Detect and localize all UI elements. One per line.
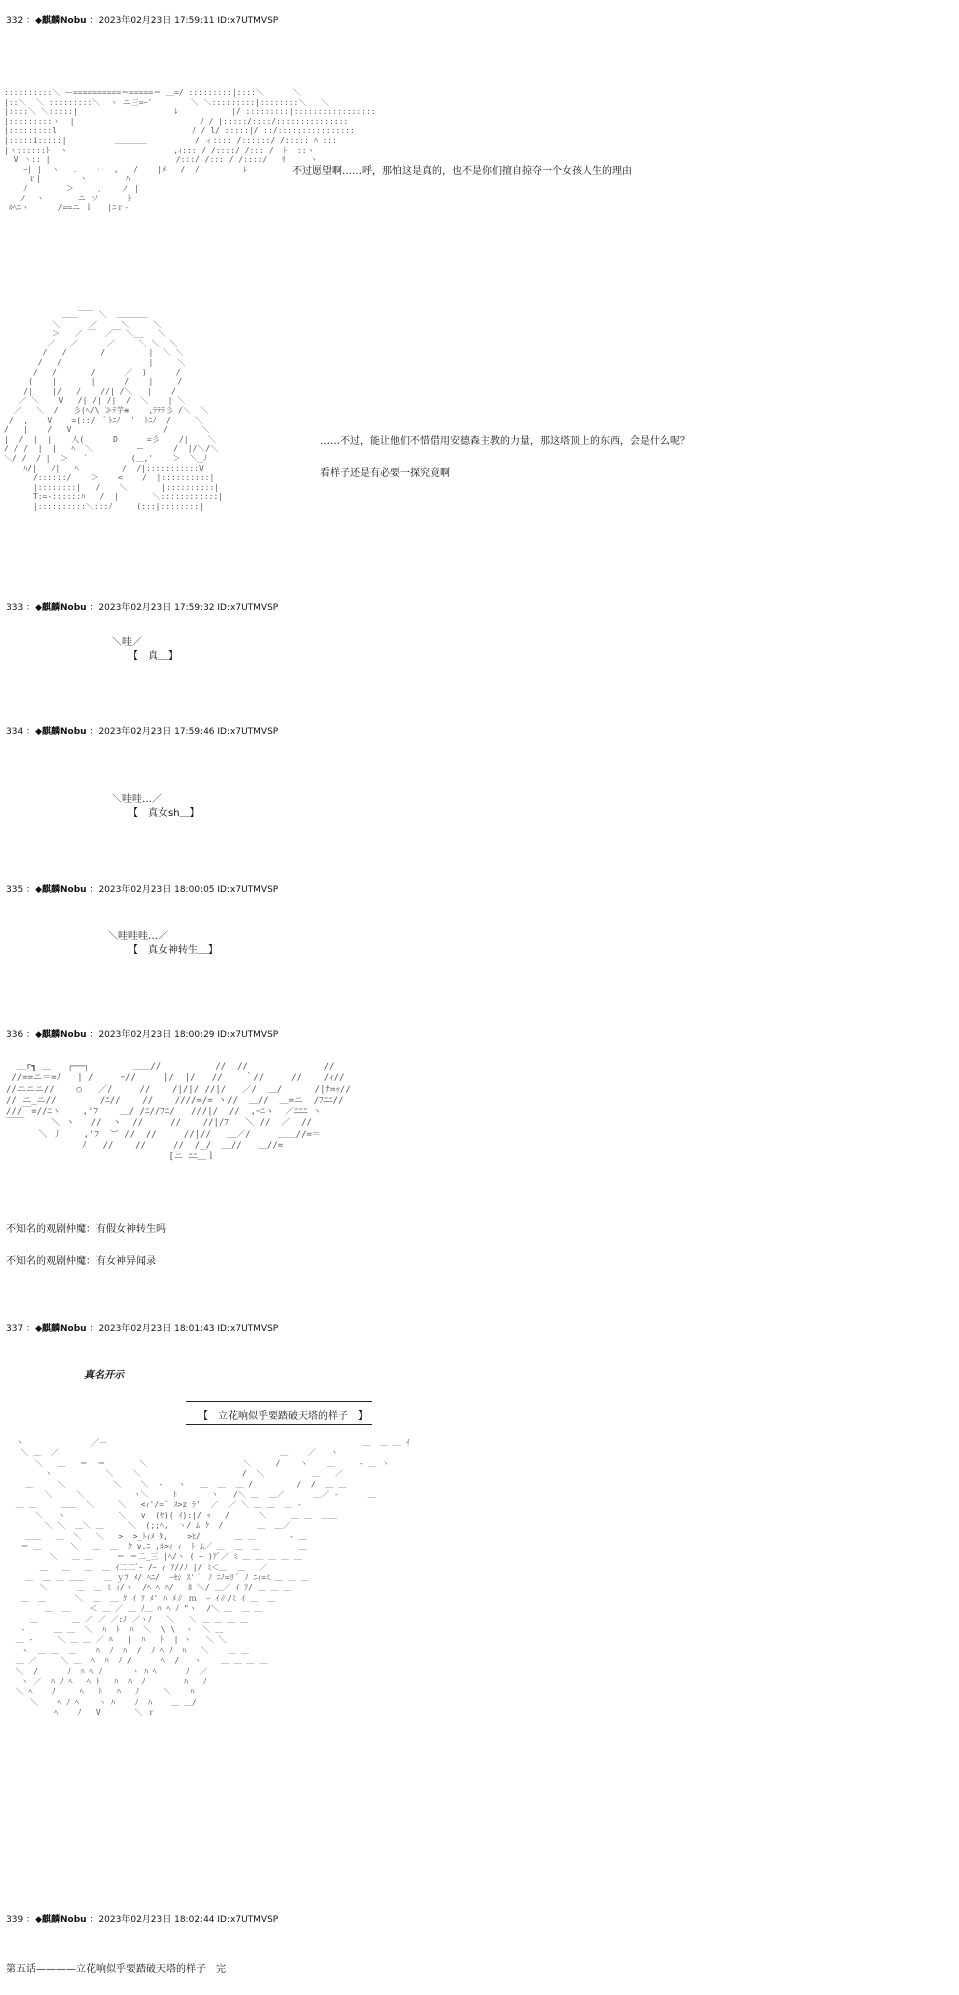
true-name-title: 真名开示 xyxy=(84,1370,124,1381)
audience-comment: 不知名的观剧仲魔：有女神异闻录 xyxy=(6,1256,156,1267)
ascii-art-winged-figure: ヽ ／－ ＿ ＿ ＿ ｲ ＼ ＿ ／ ＿ ／ ヽ ＼ ＿ ＝ ＝ ＼ ＼ / ヽ ＿ ‐ ＿ ヽ ヽ ＼ ＼ / ＼ ＿ ／ ＿ ＼ ＼ ＼ ‐ ヽ ＿ ＿ ＿ / / / ＿ ＿ ＼ ＼ ヽ＼ ﾄ ヽ /＼ ＿ ＿／ ＿／ ‐ ＿ ＿ ＿ ＿＿ ＼ ＼ <ｨ'/=¨ ｽ>z ﾗ' ／ ／ ＼ ＿ ＿ ＿ ‐ ＼ ヽ ＼ v (ﾔ)( ｲ):|/ ｯ / ＼ ＿ ＿ ＿＿ ＼ ＼ ＿＼ ＿ ＼ (;;ﾍ, ヽ/ ﾑ ｸ / ＿ ＿／ ＿＿ ＿ ＼ ＼ > >_ﾄｨﾒ ﾀ, >ﾋ/ ＿ ＿ ‐ ＿ ＝ ＿ ＼ ＿ ＿ ｸ v.ﾆ ,ﾙ>ｨ ｨ ﾄ ﾑ／ ＿ ＿ ＿ ＿ ＼ ＿ ＿ ＝ ＝二_三 |ﾍ/ヽ ( ｰ )ｱﾞ／ ﾐ ＿ ＿ ＿ ＿ ＿ ＿ ＿ ＿ ＿ ｲ二二ﾞｰ /ｰ ｨ ｱ//ﾉ |/ ﾐ＜＿ ＿ ／ ＿ ＿ ＿ ＿＿ ＿ ｙﾌ ﾒ/ ﾍﾆ/ ｰｾｼ ｽ'｀ ﾉ ﾆﾉ=ﾘ ﾞ ﾉ ﾆｨ=ﾐ ＿ ＿ ＿ ＼ ＿ ＿ ﾐ ｨ/ヽ /ﾍ ﾍ ﾊ/ ﾎ ＼/ ＿／ ｲ ｱ/ ＿ ＿ ＿ ＿ ＿ ＼ ＿ ＿ ｸ ｲ ﾌ ﾒ' ﾊ ﾒ∥ ｍ ｰ ｲ∥/ﾐ ｲ ＿ ＿ ＿ ＿ ＜ ＿ ／ ＿ ﾉ＿ ﾊ ﾍ ﾉ "ヽ /＼ ＿ ＿ ＿ ＿ ＿ ／ ／ ／:ﾉ ／ヽﾉ ＼ ＼ ＿ ＿ ＿ ＿ ‐ ＿ ＿ ＼ ﾊ ﾄ ﾊ ＼ \ \ ヽ ＼ ＿ ＿ ‐ ＼ ＿ ＿ ／ ﾊ | ﾊ ﾄ | ヽ ＼ ＼ ヽ ＿ ＿ ＿ ﾊ ﾉ ﾊ / ﾉ ﾍ ﾉ ﾊ ＼ ＿ ＿ ＿ ／ ＼ ＿ ﾍ ﾊ ﾉ / ﾍ / ヽ ＿ ＿ ＿ ＿ ＼ / ﾉ ﾊ ﾍ ﾉ ヽ ﾊ ﾍ ﾉ ／ ヽ ／ ﾊ ﾉ ﾍ ﾍ ﾄ ﾊ ﾊ ﾉ ﾊ ﾉ ＼ ﾍ ﾉ ﾍ ﾄ ﾊ ﾉ ＼ ﾊ ＼ ﾍ ﾉ ﾍ ヽ ﾊ ﾉ ﾊ ＿ ＿/ ﾍ ﾉ V ＼ ｒ xyxy=(15,1438,410,1718)
dialogue-line: ……不过，能让他们不惜借用安德森主教的力量，那这塔顶上的东西，会是什么呢？ xyxy=(320,436,690,447)
title-reveal-text: 【 真女神转生＿】 xyxy=(128,945,218,956)
caption-text: 【 立花响似乎要踏破天塔的样子 】 xyxy=(198,1411,368,1422)
post-datetime: 2023年02月23日 18:01:43 xyxy=(98,1324,215,1334)
audience-comment: 不知名的观剧仲魔：有假女神转生吗 xyxy=(6,1224,166,1235)
post-number: 335 xyxy=(6,885,24,895)
caption-rule-top xyxy=(186,1401,372,1402)
post-datetime: 2023年02月23日 18:00:05 xyxy=(98,885,215,895)
post-header: 339 ：◆麒麟Nobu ：2023年02月23日 18:02:44 ID:x7UTMVSP xyxy=(6,1915,279,1925)
title-reveal-text: 【 真＿】 xyxy=(128,651,178,662)
poster-id: ID:x7UTMVSP xyxy=(217,603,279,613)
dialogue-line: 不过愿望啊……呼，那怕这是真的，也不是你们擅自掠夺一个女孩人生的理由 xyxy=(292,166,632,177)
post-datetime: 2023年02月23日 18:00:29 xyxy=(98,1030,215,1040)
ascii-art-figure: ＿＿￣￣ ＼ ＿＿＿＿ ＼ ／ ＼ ＼ ＞ ／ ￣ ／￣ ＼__ ＼ ／ ／ ／ ＼ ＼ ＼ / / / | ＼ ＼ / / | ＼ / / / ／ ) / ( | | / | / /| |/ / //| /＼ | / ／ ＼ V /| /| /| / ＼ | ＼ ／ ＼ / 彡(ﾍ/\ ≫ﾃ芋≡ ,ﾃﾃﾃ彡 /＼ ＼ / , V =(::/ ｀ﾄﾆﾉ ' ﾄﾆﾉ / ＼ / | / V / ＼ | / | | 人( D =彡 /| ＼ / / / | | ﾍ ＼ ー / |/＼/＼ ＼/ / / | ＞ ´ (＿,' ＞ ＼_ﾉ ﾊ/| ﾉ| ﾍ / /|:::::::::::V /::::::/ ＞ < / |::::::::::| |::::::::| / ＼ |::::::::::| T:=-::::::ﾊ / | ＼::::::::::::| |::::::::::＼:::ﾉ (:::|::::::::| xyxy=(4,310,224,511)
post-header: 335 ：◆麒麟Nobu ：2023年02月23日 18:00:05 ID:x7UTMVSP xyxy=(6,885,279,895)
post-datetime: 2023年02月23日 17:59:46 xyxy=(98,727,215,737)
poster-name: ◆麒麟Nobu xyxy=(35,885,87,895)
post-header: 337 ：◆麒麟Nobu ：2023年02月23日 18:01:43 ID:x7UTMVSP xyxy=(6,1324,279,1334)
post-datetime: 2023年02月23日 18:02:44 xyxy=(98,1915,215,1925)
poster-id: ID:x7UTMVSP xyxy=(217,727,279,737)
post-datetime: 2023年02月23日 17:59:11 xyxy=(98,16,215,26)
post-number: 337 xyxy=(6,1324,24,1334)
poster-name: ◆麒麟Nobu xyxy=(35,16,87,26)
post-number: 333 xyxy=(6,603,24,613)
post-number: 332 xyxy=(6,16,24,26)
post-header: 332 ：◆麒麟Nobu ：2023年02月23日 17:59:11 ID:x7UTMVSP xyxy=(6,16,279,26)
poster-name: ◆麒麟Nobu xyxy=(35,1915,87,1925)
poster-name: ◆麒麟Nobu xyxy=(35,603,87,613)
dialogue-line: 看样子还是有必要一探究竟啊 xyxy=(320,468,450,479)
poster-id: ID:x7UTMVSP xyxy=(217,1324,279,1334)
post-number: 336 xyxy=(6,1030,24,1040)
ascii-art-title-logo: ＿r┓ ＿ ┌──┐ ＿＿// // // // //==ニ＝=ﾉ | / ｰ// |/ |/ // ｀// // /ｨ// //ニニニ// ○ ／/ // /|/|/ //|/ ／/ ＿/ /|ﾅ=ｯ// // ニ_ニ// /ﾆ// // ////=/= ヽ// ＿// ＿=ニ /ﾌﾆﾆ// ///￣=//ﾆヽ ,'ﾌ ＿/ /ﾆ//ﾌﾆ/ ///|/ // ,ｰﾆヽ ／ﾆﾆﾆ ヽ ￣￣ ＼ ヽ // ヽ // // //|/ﾌ ＼ // ／ // ＼ 丿 ,'ﾌ ︶ // // //|// ＿／/ ＿＿//=＝ ﾉ // // // /_/ ＿// ＿//= [ニ ﾆﾆ＿ｌ xyxy=(6,1062,351,1162)
episode-ending-text: 第五话————立花响似乎要踏破天塔的样子 完 xyxy=(6,1964,226,1975)
post-number: 339 xyxy=(6,1915,24,1925)
poster-id: ID:x7UTMVSP xyxy=(217,885,279,895)
poster-id: ID:x7UTMVSP xyxy=(217,1915,279,1925)
ascii-art-face: ::::::::::＼ ー==========＝=====＝ ＿=/ :::::::::|::::＼ ＼ |::＼ ＼ :::::::::＼ ヽ ニ三=ｰ' ＼ ＼:::::::::|::::::::＼ ＼ |::::＼ ＼:::::| ﾚ |/ :::::::::|::::::::::::::::: |:::::::::ヽ | ﾉ / |:::::/::::/::::::::::::::: |:::::::::l ﾉ / l/ :::::|/ ::/:::::::::::::::: |:::::i:::::| ＿＿＿＿ / ィ:::: /::::::/ /::::: ﾊ ::: |ヽ::::::ﾄ ヽ ,ｨ::: / /::::/ /::: / ﾄ ::ヽ V ヽ:: | /:::/ /::: / /::::/ ﾘ ヽ ｰ| | ヽ ． ‥ , / |ﾒ / / ﾚ ｒ| ヽ ﾊ ﾉ ＞ ､ ノ | ノ ヽ ニ ソ ﾄ ﾙﾍﾆヽ /==ニ ｌ |ﾆｒ- xyxy=(4,88,376,213)
caption-rule-bottom xyxy=(186,1424,372,1425)
poster-id: ID:x7UTMVSP xyxy=(217,16,279,26)
post-number: 334 xyxy=(6,727,24,737)
title-reveal-text: 【 真女sh＿】 xyxy=(128,808,200,819)
poster-id: ID:x7UTMVSP xyxy=(217,1030,279,1040)
post-header: 333 ：◆麒麟Nobu ：2023年02月23日 17:59:32 ID:x7UTMVSP xyxy=(6,603,279,613)
poster-name: ◆麒麟Nobu xyxy=(35,1324,87,1334)
poster-name: ◆麒麟Nobu xyxy=(35,727,87,737)
post-header: 336 ：◆麒麟Nobu ：2023年02月23日 18:00:29 ID:x7UTMVSP xyxy=(6,1030,279,1040)
post-header: 334 ：◆麒麟Nobu ：2023年02月23日 17:59:46 ID:x7UTMVSP xyxy=(6,727,279,737)
exclamation-text: ＼哇哇…／ xyxy=(112,794,162,805)
exclamation-text: ＼哇／ xyxy=(112,637,142,648)
post-datetime: 2023年02月23日 17:59:32 xyxy=(98,603,215,613)
exclamation-text: ＼哇哇哇…／ xyxy=(108,931,168,942)
poster-name: ◆麒麟Nobu xyxy=(35,1030,87,1040)
